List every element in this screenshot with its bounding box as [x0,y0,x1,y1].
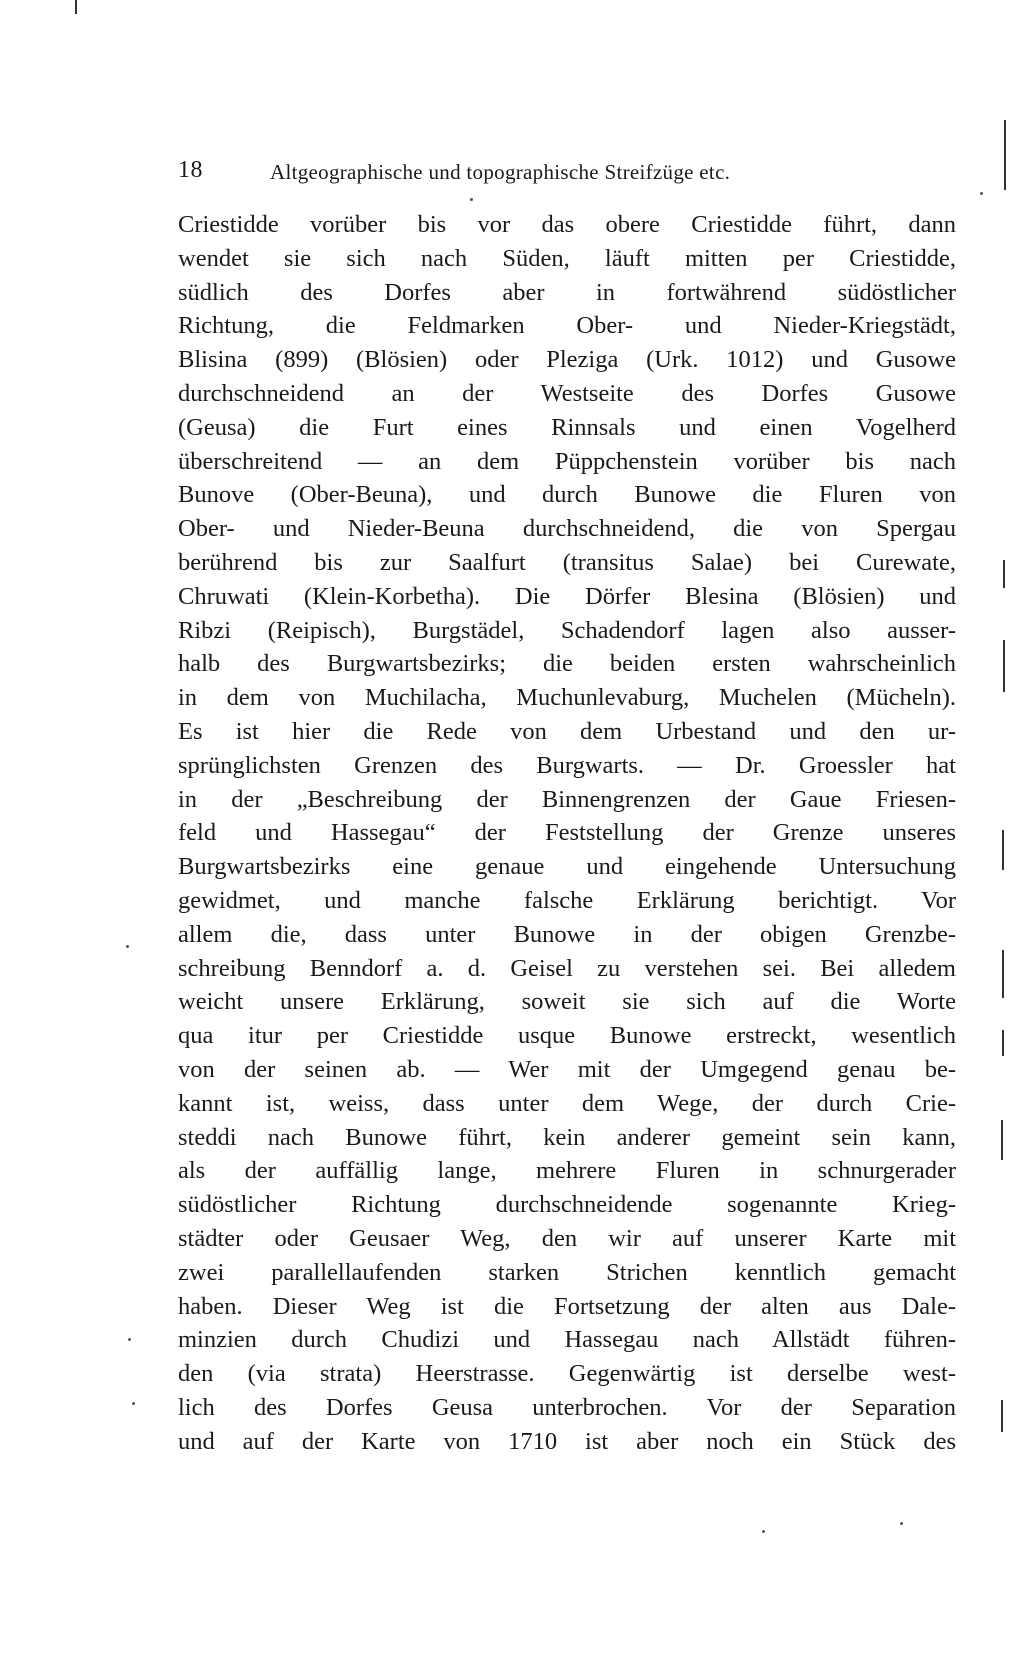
text-line: kannt ist, weiss, dass unter dem Wege, der durch Crie- [178,1089,956,1117]
text-line: städter oder Geusaer Weg, den wir auf unserer Karte mit [178,1224,956,1252]
body-text [178,208,956,1458]
text-line: Ribzi (Reipisch), Burgstädel, Schadendorf lagen also ausser- [178,616,956,644]
text-line: schreibung Benndorf a. d. Geisel zu verstehen sei. Bei alledem [178,954,956,982]
text-line: halb des Burgwartsbezirks; die beiden ersten wahrscheinlich [178,650,956,678]
scan-margin-mark [1003,640,1005,692]
text-line: allem die, dass unter Bunowe in der obigen Grenzbe- [178,920,956,948]
scan-margin-mark [75,0,77,14]
text-line: sprünglichsten Grenzen des Burgwarts. — Dr. Groessler hat [178,751,956,779]
text-line: in dem von Muchilacha, Muchunlevaburg, Muchelen (Mücheln). [178,684,956,712]
scan-speck [128,1338,131,1341]
scan-margin-mark [1002,830,1004,870]
text-line: wendet sie sich nach Süden, läuft mitten per Criestidde, [178,244,956,272]
scan-margin-mark [1002,950,1004,998]
scan-speck [132,1402,135,1405]
text-line: Criestidde vorüber bis vor das obere Criestidde führt, dann [178,211,956,238]
scan-speck [126,945,129,948]
scan-speck [762,1530,765,1533]
running-head: Altgeographische und topographische Streifzüge etc. [270,160,731,184]
scan-speck [900,1522,903,1525]
text-line: minzien durch Chudizi und Hassegau nach Allstädt führen- [178,1326,956,1354]
text-line: Bunove (Ober-Beuna), und durch Bunowe die Fluren von [178,481,956,509]
text-line: Burgwartsbezirks eine genaue und eingehende Untersuchung [178,853,956,881]
text-line: gewidmet, und manche falsche Erklärung berichtigt. Vor [178,886,956,914]
text-line: weicht unsere Erklärung, soweit sie sich auf die Worte [178,988,956,1016]
text-line: von der seinen ab. — Wer mit der Umgegend genau be- [178,1055,956,1083]
text-line: steddi nach Bunowe führt, kein anderer gemeint sein kann, [178,1123,956,1151]
page-header [178,155,958,189]
scan-margin-mark [1002,1030,1004,1056]
text-line: lich des Dorfes Geusa unterbrochen. Vor der Separation [178,1393,956,1421]
scan-margin-mark [1001,1120,1003,1160]
scan-speck [980,192,983,195]
text-line: feld und Hassegau“ der Feststellung der Grenze unseres [178,819,956,847]
text-line: überschreitend — an dem Püppchenstein vorüber bis nach [178,447,956,475]
text-line: den (via strata) Heerstrasse. Gegenwärtig ist derselbe west- [178,1360,956,1388]
text-line: Chruwati (Klein-Korbetha). Die Dörfer Blesina (Blösien) und [178,582,956,610]
scan-margin-mark [1001,1400,1003,1432]
text-line: Richtung, die Feldmarken Ober- und Nieder-Kriegstädt, [178,312,956,340]
text-line: berührend bis zur Saalfurt (transitus Salae) bei Curewate, [178,548,956,576]
text-line: haben. Dieser Weg ist die Fortsetzung der alten aus Dale- [178,1292,956,1320]
scan-speck [470,198,473,201]
text-line: zwei parallellaufenden starken Strichen kenntlich gemacht [178,1258,956,1286]
text-line: durchschneidend an der Westseite des Dorfes Gusowe [178,379,956,407]
text-line: Ober- und Nieder-Beuna durchschneidend, die von Spergau [178,515,956,543]
page-number: 18 [178,157,203,183]
text-line: und auf der Karte von 1710 ist aber noch ein Stück des [178,1427,956,1455]
text-line: Es ist hier die Rede von dem Urbestand und den ur- [178,717,956,745]
text-line: (Geusa) die Furt eines Rinnsals und einen Vogelherd [178,413,956,441]
text-line: südlich des Dorfes aber in fortwährend südöstlicher [178,278,956,306]
scan-margin-mark [1003,560,1005,588]
text-line: als der auffällig lange, mehrere Fluren in schnurgerader [178,1157,956,1185]
text-line: qua itur per Criestidde usque Bunowe erstreckt, wesentlich [178,1022,956,1050]
text-line: in der „Beschreibung der Binnengrenzen der Gaue Friesen- [178,785,956,813]
text-line: südöstlicher Richtung durchschneidende sogenannte Krieg- [178,1191,956,1219]
scan-margin-mark [1004,120,1006,190]
text-line: Blisina (899) (Blösien) oder Pleziga (Urk. 1012) und Gusowe [178,346,956,374]
